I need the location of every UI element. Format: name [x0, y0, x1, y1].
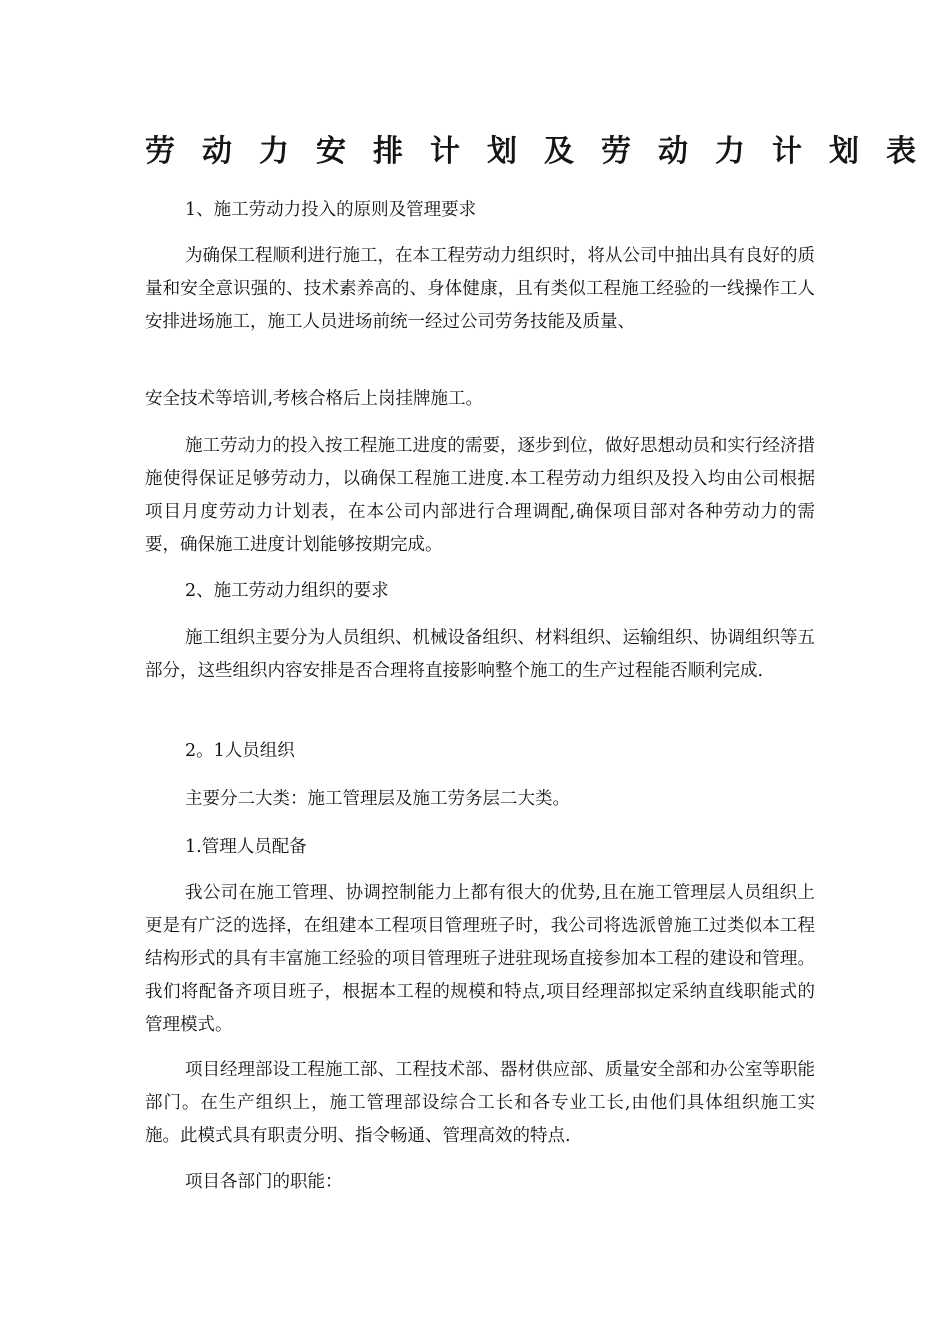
section-heading-1: 1、施工劳动力投入的原则及管理要求	[185, 200, 477, 220]
paragraph-departments: 项目经理部设工程施工部、工程技术部、器材供应部、质量安全部和办公室等职能部门。在生产组织上，施工管理部设综合工长和各专业工长,由他们具体组织施工实施。此模式具有职责分明、指令畅通、管理高效的特点.	[145, 1060, 815, 1146]
paragraph-principles-continued: 安全技术等培训,考核合格后上岗挂牌施工。	[145, 389, 484, 409]
paragraph-organization: 施工组织主要分为人员组织、机械设备组织、材料组织、运输组织、协调组织等五部分，这些组织内容安排是否合理将直接影响整个施工的生产过程能否顺利完成.	[145, 628, 815, 681]
paragraph-two-categories: 主要分二大类：施工管理层及施工劳务层二大类。	[185, 789, 570, 809]
document-title: 劳动力安排计划及劳动力计划表	[145, 134, 943, 169]
paragraph-department-functions: 项目各部门的职能：	[185, 1172, 343, 1192]
paragraph-management-staff: 我公司在施工管理、协调控制能力上都有很大的优势,且在施工管理层人员组织上更是有广泛的选择，在组建本工程项目管理班子时，我公司将选派曾施工过类似本工程结构形式的具有丰富施工经验的项目管理班子进驻现场直接参加本工程的建设和管理。我们将配备齐项目班子，根据本工程的规模和特点,项目经理部拟定采纳直线职能式的管理模式。	[145, 883, 815, 1035]
paragraph-principles: 为确保工程顺利进行施工，在本工程劳动力组织时，将从公司中抽出具有良好的质量和安全意识强的、技术素养高的、身体健康，且有类似工程施工经验的一线操作工人安排进场施工，施工人员进场前统一经过公司劳务技能及质量、	[145, 246, 815, 332]
paragraph-labor-input: 施工劳动力的投入按工程施工进度的需要，逐步到位，做好思想动员和实行经济措施使得保证足够劳动力，以确保工程施工进度.本工程劳动力组织及投入均由公司根据项目月度劳动力计划表，在本公司内部进行合理调配,确保项目部对各种劳动力的需要，确保施工进度计划能够按期完成。	[145, 436, 815, 555]
section-heading-2: 2、施工劳动力组织的要求	[185, 581, 389, 601]
subsection-heading-management: 1.管理人员配备	[185, 837, 307, 857]
section-heading-2-1: 2。1人员组织	[185, 741, 295, 761]
